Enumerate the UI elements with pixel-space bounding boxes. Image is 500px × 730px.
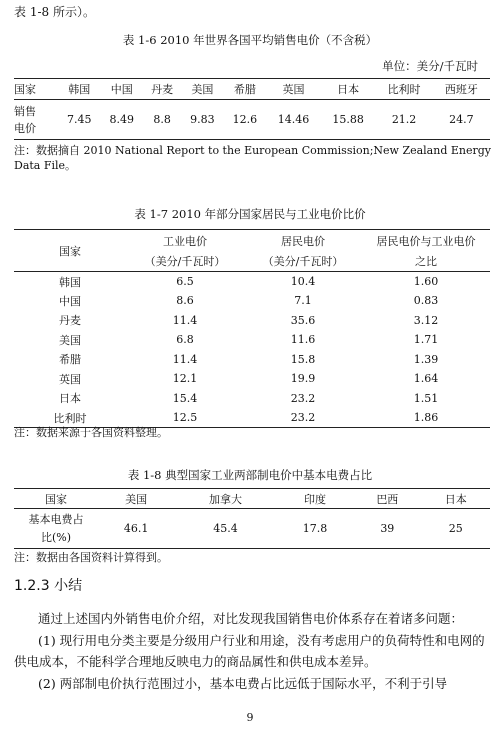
table-cell: 6.8 — [176, 333, 194, 347]
table-cell: 25 — [448, 522, 463, 535]
table-row — [14, 291, 490, 311]
header-cell: 之比 — [415, 255, 437, 269]
header-cell: 韩国 — [68, 83, 91, 96]
table7-note: 注：数据来源于各国资料整理。 — [14, 426, 168, 439]
table-row — [14, 509, 490, 549]
header-cell: 巴西 — [376, 492, 399, 506]
header-cell: 日本 — [337, 83, 360, 96]
header-cell: 居民电价 — [281, 234, 325, 248]
header-cell: 工业电价 — [163, 234, 207, 248]
table-cell: 美国 — [59, 333, 81, 347]
table-cell: 24.7 — [449, 113, 474, 126]
header-cell: 比利时 — [387, 83, 421, 96]
header-cell: 印度 — [303, 492, 326, 506]
header-cell: 美国 — [191, 83, 214, 96]
table-cell: 9.83 — [190, 113, 215, 126]
table6-note — [14, 143, 491, 173]
table-cell: 0.83 — [413, 294, 439, 308]
table-cell: 17.8 — [302, 522, 328, 535]
table-cell: 21.2 — [391, 113, 417, 126]
header-cell: 国家 — [45, 492, 67, 506]
table-cell: 39 — [380, 522, 395, 535]
table-cell: 45.4 — [213, 522, 238, 535]
header-cell: （美分/千瓦时） — [144, 255, 226, 269]
table-cell: 19.9 — [290, 372, 316, 386]
header-cell: 西班牙 — [444, 83, 478, 96]
table-cell: 1.51 — [413, 391, 439, 405]
header-cell: 美国 — [125, 492, 148, 506]
table-cell: 英国 — [59, 372, 81, 386]
header-cell: 英国 — [282, 83, 305, 96]
table6-caption: 表 1-6 2010 年世界各国平均销售电价（不含税） — [122, 33, 378, 47]
table-cell: 1.71 — [413, 333, 439, 347]
table-cell: 12.5 — [172, 411, 198, 424]
table-cell: 韩国 — [59, 275, 81, 289]
paragraph: 通过上述国内外销售电价介绍，对比发现我国销售电价体系存在着诸多问题： — [38, 611, 464, 626]
table-row — [14, 350, 490, 370]
table-cell: 7.45 — [67, 113, 92, 126]
table-cell: 6.5 — [176, 275, 194, 288]
paragraph: (1) 现行用电分类主要是分级用户行业和用途，没有考虑用户的负荷特性和电网的供电成本，不能科学合理地反映电力的商品属性和供电成本差异。 — [14, 633, 485, 669]
capacity-charge-table-1-8 — [14, 488, 490, 549]
header-cell: 国家 — [14, 83, 36, 96]
table-cell: 8.8 — [153, 113, 171, 126]
table-row — [14, 311, 490, 331]
table-cell: 46.1 — [123, 522, 149, 535]
table-cell: 丹麦 — [59, 314, 81, 328]
header-cell: 居民电价与工业电价 — [376, 234, 476, 248]
table-cell: 15.8 — [290, 352, 316, 366]
table-cell: 23.2 — [290, 411, 316, 424]
table-cell: 15.88 — [332, 113, 364, 126]
row-label-line: 比(%) — [40, 530, 72, 544]
note-line: Data File。 — [14, 159, 77, 172]
table-cell: 11.4 — [172, 313, 198, 327]
table-header-row — [14, 79, 490, 100]
table-cell: 希腊 — [59, 353, 81, 367]
table-cell: 8.6 — [176, 294, 194, 308]
header-cell: 希腊 — [233, 83, 256, 96]
table-row — [14, 369, 490, 389]
table-cell: 35.6 — [290, 313, 316, 327]
table-cell: 中国 — [59, 294, 81, 308]
header-cell: 加拿大 — [209, 492, 243, 506]
price-table-1-6 — [14, 78, 490, 140]
row-label-line: 销售 — [14, 104, 36, 118]
table-cell: 12.6 — [232, 113, 258, 126]
table-cell: 23.2 — [290, 391, 316, 405]
table-row — [14, 330, 490, 350]
section-heading: 1.2.3 小结 — [14, 578, 83, 594]
table-cell: 12.1 — [172, 372, 198, 386]
table-cell: 比利时 — [53, 411, 87, 425]
table-header-row — [14, 489, 490, 509]
lead-text: 表 1-8 所示）。 — [14, 5, 95, 19]
table-row — [14, 100, 490, 140]
table-cell: 14.46 — [277, 113, 310, 126]
header-cell: 丹麦 — [151, 83, 174, 96]
table-cell: 15.4 — [172, 391, 198, 405]
table8-caption: 表 1-8 典型国家工业两部制电价中基本电费占比 — [127, 468, 373, 482]
table-cell: 1.60 — [413, 275, 439, 288]
table-header-row — [14, 230, 490, 252]
table6-unit: 单位：美分/千瓦时 — [382, 59, 478, 73]
row-label-line: 电价 — [14, 121, 36, 135]
row-label — [14, 509, 98, 549]
paragraph: (2) 两部制电价执行范围过小，基本电费占比远低于国际水平，不利于引导 — [38, 676, 448, 691]
table-row — [14, 272, 490, 292]
table-cell: 1.64 — [413, 372, 439, 386]
table-cell: 3.12 — [413, 313, 439, 327]
table-cell: 8.49 — [109, 113, 134, 126]
header-cell: 日本 — [444, 492, 467, 506]
table-cell: 11.4 — [172, 352, 198, 366]
table8-note: 注：数据由各国资料计算得到。 — [14, 551, 168, 564]
header-cell: 中国 — [110, 83, 133, 96]
page-number: 9 — [246, 711, 254, 724]
table-cell: 1.39 — [413, 352, 439, 366]
table-cell: 日本 — [59, 392, 81, 406]
table7-caption: 表 1-7 2010 年部分国家居民与工业电价比价 — [134, 207, 366, 221]
note-line: 注：数据摘自 2010 National Report to the European Commission;New Zealand Energy — [14, 144, 491, 157]
table-row — [14, 389, 490, 409]
header-cell: 国家 — [59, 244, 81, 258]
table-cell: 7.1 — [294, 294, 312, 308]
row-label-line: 基本电费占 — [28, 512, 84, 526]
price-ratio-table-1-7 — [14, 229, 490, 428]
table-cell: 1.86 — [413, 411, 439, 424]
row-label — [14, 100, 58, 140]
table-cell: 10.4 — [290, 275, 316, 288]
header-cell: （美分/千瓦时） — [262, 255, 344, 269]
table-cell: 11.6 — [290, 333, 316, 347]
